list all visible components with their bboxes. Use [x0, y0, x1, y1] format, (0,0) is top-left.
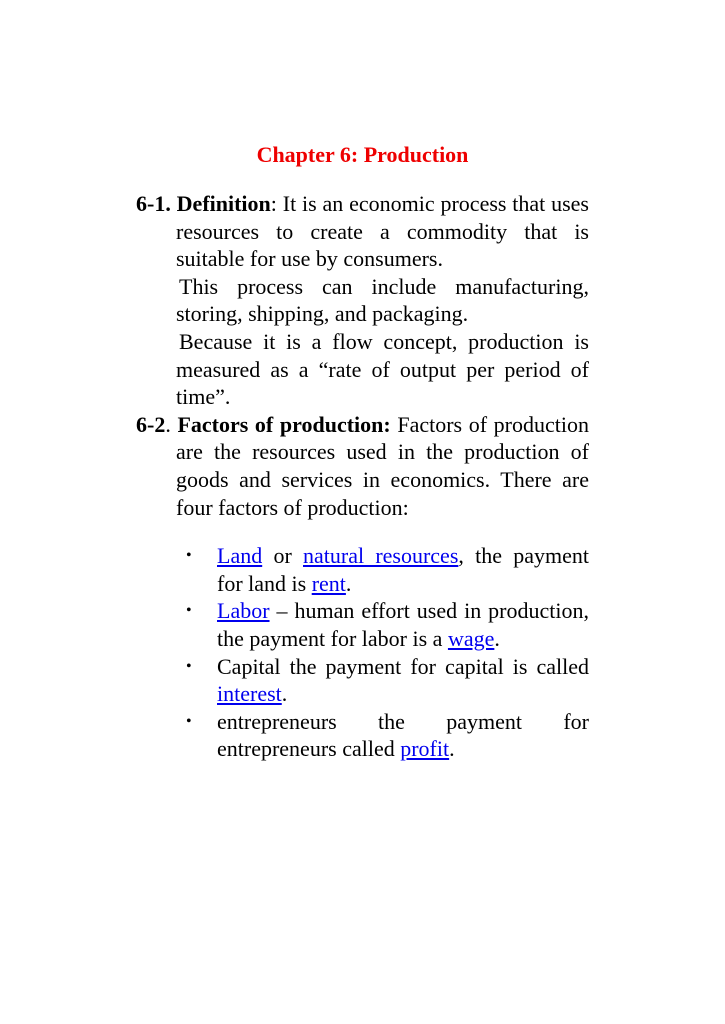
section-separator: . [165, 411, 178, 437]
bullet-icon: • [186, 712, 192, 730]
link-labor[interactable]: Labor [217, 598, 270, 624]
list-text: . [494, 625, 500, 651]
link-profit[interactable]: profit [400, 736, 450, 762]
section-definition [136, 190, 589, 273]
paragraph-process: This process can include manufacturing, storing, shipping, and packaging. [176, 273, 589, 327]
bullet-icon: • [186, 602, 192, 620]
list-text: , the payment for land is [217, 543, 589, 596]
link-interest[interactable]: interest [217, 681, 282, 707]
paragraph-flow-concept: Because it is a flow concept, production is measured as a “rate of output per period of time”. [176, 328, 589, 410]
list-item-capital [136, 653, 589, 708]
link-rent[interactable]: rent [311, 570, 346, 596]
bullet-icon: • [186, 547, 192, 565]
list-text: Capital the payment for capital is called [217, 653, 589, 679]
list-text: – human effort used in production, the payment for labor is a [217, 598, 589, 651]
spacer [136, 521, 589, 542]
link-land[interactable]: Land [217, 543, 263, 569]
link-wage[interactable]: wage [447, 625, 495, 651]
list-item-entrepreneurs [136, 708, 589, 763]
list-item-labor [136, 597, 589, 652]
list-text: or [262, 543, 303, 569]
section-text: : It is an economic process that uses resources to create a commodity that is suitable for use by consumers. [176, 191, 589, 272]
list-text: entrepreneurs the payment for entrepreneurs called [217, 708, 589, 762]
list-text: . [345, 570, 352, 596]
bullet-icon: • [186, 657, 192, 675]
list-text: . [449, 736, 455, 762]
list-item-land [136, 542, 589, 597]
section-heading: Factors of production: [177, 411, 391, 437]
link-natural-resources[interactable]: natural resources [303, 543, 459, 569]
factors-list [136, 542, 589, 763]
list-text: . [281, 681, 288, 707]
section-number: 6-2 [136, 411, 166, 437]
section-number: 6-1. [136, 191, 171, 216]
document-body [136, 190, 589, 763]
section-text: Factors of production are the resources used in the production of goods and services in economics. There are four factors of production: [176, 411, 589, 520]
chapter-title: Chapter 6: Production [256, 142, 469, 167]
section-heading: Definition [176, 191, 271, 216]
section-factors [136, 411, 589, 521]
